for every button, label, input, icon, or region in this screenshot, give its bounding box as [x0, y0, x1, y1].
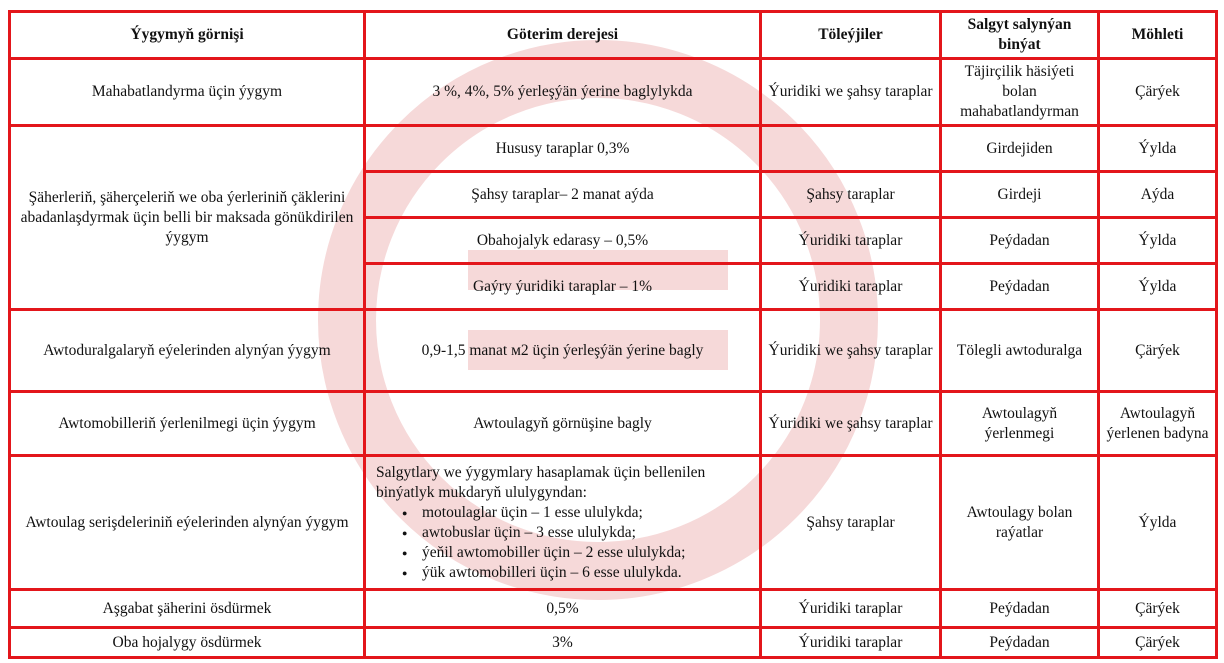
payers-cell: Ýuridiki taraplar: [761, 218, 941, 264]
header-base: Salgyt salynýan binýat: [941, 12, 1099, 59]
payers-cell: Ýuridiki we şahsy taraplar: [761, 59, 941, 126]
rate-cell: Obahojalyk edarasy – 0,5%: [365, 218, 761, 264]
header-rate: Göterim derejesi: [365, 12, 761, 59]
type-cell: Şäherleriň, şäherçeleriň we oba ýerleriniň çäklerini abadanlaşdyrmak üçin belli bir maksada gönükdirilen ýygym: [10, 126, 365, 310]
base-cell: Awtoulagyň ýerlenmegi: [941, 392, 1099, 456]
rate-cell: 0,9-1,5 manat м2 üçin ýerleşýän ýerine bagly: [365, 310, 761, 392]
type-cell: Awtoulag serişdeleriniň eýelerinden alynýan ýygym: [10, 456, 365, 590]
type-cell: Awtoduralgalaryň eýelerinden alynýan ýygym: [10, 310, 365, 392]
list-item: ● ýük awtomobilleri üçin – 6 esse ululykda.: [404, 563, 753, 583]
term-cell: Ýylda: [1099, 264, 1217, 310]
header-type: Ýygymyň görnişi: [10, 12, 365, 59]
header-payers: Töleýjiler: [761, 12, 941, 59]
rate-intro: Salgytlary we ýygymlary hasaplamak üçin bellenilen binýatlyk mukdaryň ululygyndan:: [376, 463, 706, 501]
rate-cell: 3%: [365, 628, 761, 658]
rate-cell: 3 %, 4%, 5% ýerleşýän ýerine baglylykda: [365, 59, 761, 126]
payers-cell: Ýuridiki taraplar: [761, 590, 941, 628]
table-row: [10, 456, 1217, 590]
rate-cell: Gaýry ýuridiki taraplar – 1%: [365, 264, 761, 310]
table-row: [10, 126, 1217, 172]
rate-cell: Hususy taraplar 0,3%: [365, 126, 761, 172]
table-row: [10, 59, 1217, 126]
term-cell: Çärýek: [1099, 590, 1217, 628]
rate-cell: 0,5%: [365, 590, 761, 628]
payers-cell: Şahsy taraplar: [761, 172, 941, 218]
list-item: ● motoulaglar üçin – 1 esse ululykda;: [404, 503, 753, 523]
type-cell: Awtomobilleriň ýerlenilmegi üçin ýygym: [10, 392, 365, 456]
payers-cell: Ýuridiki taraplar: [761, 264, 941, 310]
payers-cell: Şahsy taraplar: [761, 456, 941, 590]
base-cell: Peýdadan: [941, 590, 1099, 628]
payers-cell: Ýuridiki taraplar: [761, 628, 941, 658]
rate-cell: Awtoulagyň görnüşine bagly: [365, 392, 761, 456]
list-item: ● awtobuslar üçin – 3 esse ululykda;: [404, 523, 753, 543]
term-cell: Ýylda: [1099, 456, 1217, 590]
base-cell: Peýdadan: [941, 218, 1099, 264]
table-row: [10, 392, 1217, 456]
base-cell: Girdeji: [941, 172, 1099, 218]
term-cell: Çärýek: [1099, 310, 1217, 392]
table-row: [10, 310, 1217, 392]
term-cell: Aýda: [1099, 172, 1217, 218]
table-row: [10, 590, 1217, 628]
rate-cell: Şahsy taraplar– 2 manat aýda: [365, 172, 761, 218]
payers-cell: Ýuridiki we şahsy taraplar: [761, 310, 941, 392]
type-cell: Oba hojalygy ösdürmek: [10, 628, 365, 658]
base-cell: Awtoulagy bolan raýatlar: [941, 456, 1099, 590]
base-cell: Tölegli awtoduralga: [941, 310, 1099, 392]
base-cell: Täjirçilik häsiýeti bolan mahabatlandyrman: [941, 59, 1099, 126]
header-term: Möhleti: [1099, 12, 1217, 59]
payers-cell: [761, 126, 941, 172]
term-cell: Çärýek: [1099, 59, 1217, 126]
base-cell: Peýdadan: [941, 628, 1099, 658]
header-row: [10, 12, 1217, 59]
table-row: [10, 628, 1217, 658]
tax-table: [8, 10, 1218, 659]
term-cell: Çärýek: [1099, 628, 1217, 658]
term-cell: Ýylda: [1099, 126, 1217, 172]
payers-cell: Ýuridiki we şahsy taraplar: [761, 392, 941, 456]
term-cell: Ýylda: [1099, 218, 1217, 264]
base-cell: Girdejiden: [941, 126, 1099, 172]
rate-list: [376, 503, 753, 583]
type-cell: Mahabatlandyrma üçin ýygym: [10, 59, 365, 126]
base-cell: Peýdadan: [941, 264, 1099, 310]
list-item: ● ýeňil awtomobiller üçin – 2 esse ululykda;: [404, 543, 753, 563]
term-cell: Awtoulagyň ýerlenen badyna: [1099, 392, 1217, 456]
type-cell: Aşgabat şäherini ösdürmek: [10, 590, 365, 628]
rate-cell: [365, 456, 761, 590]
